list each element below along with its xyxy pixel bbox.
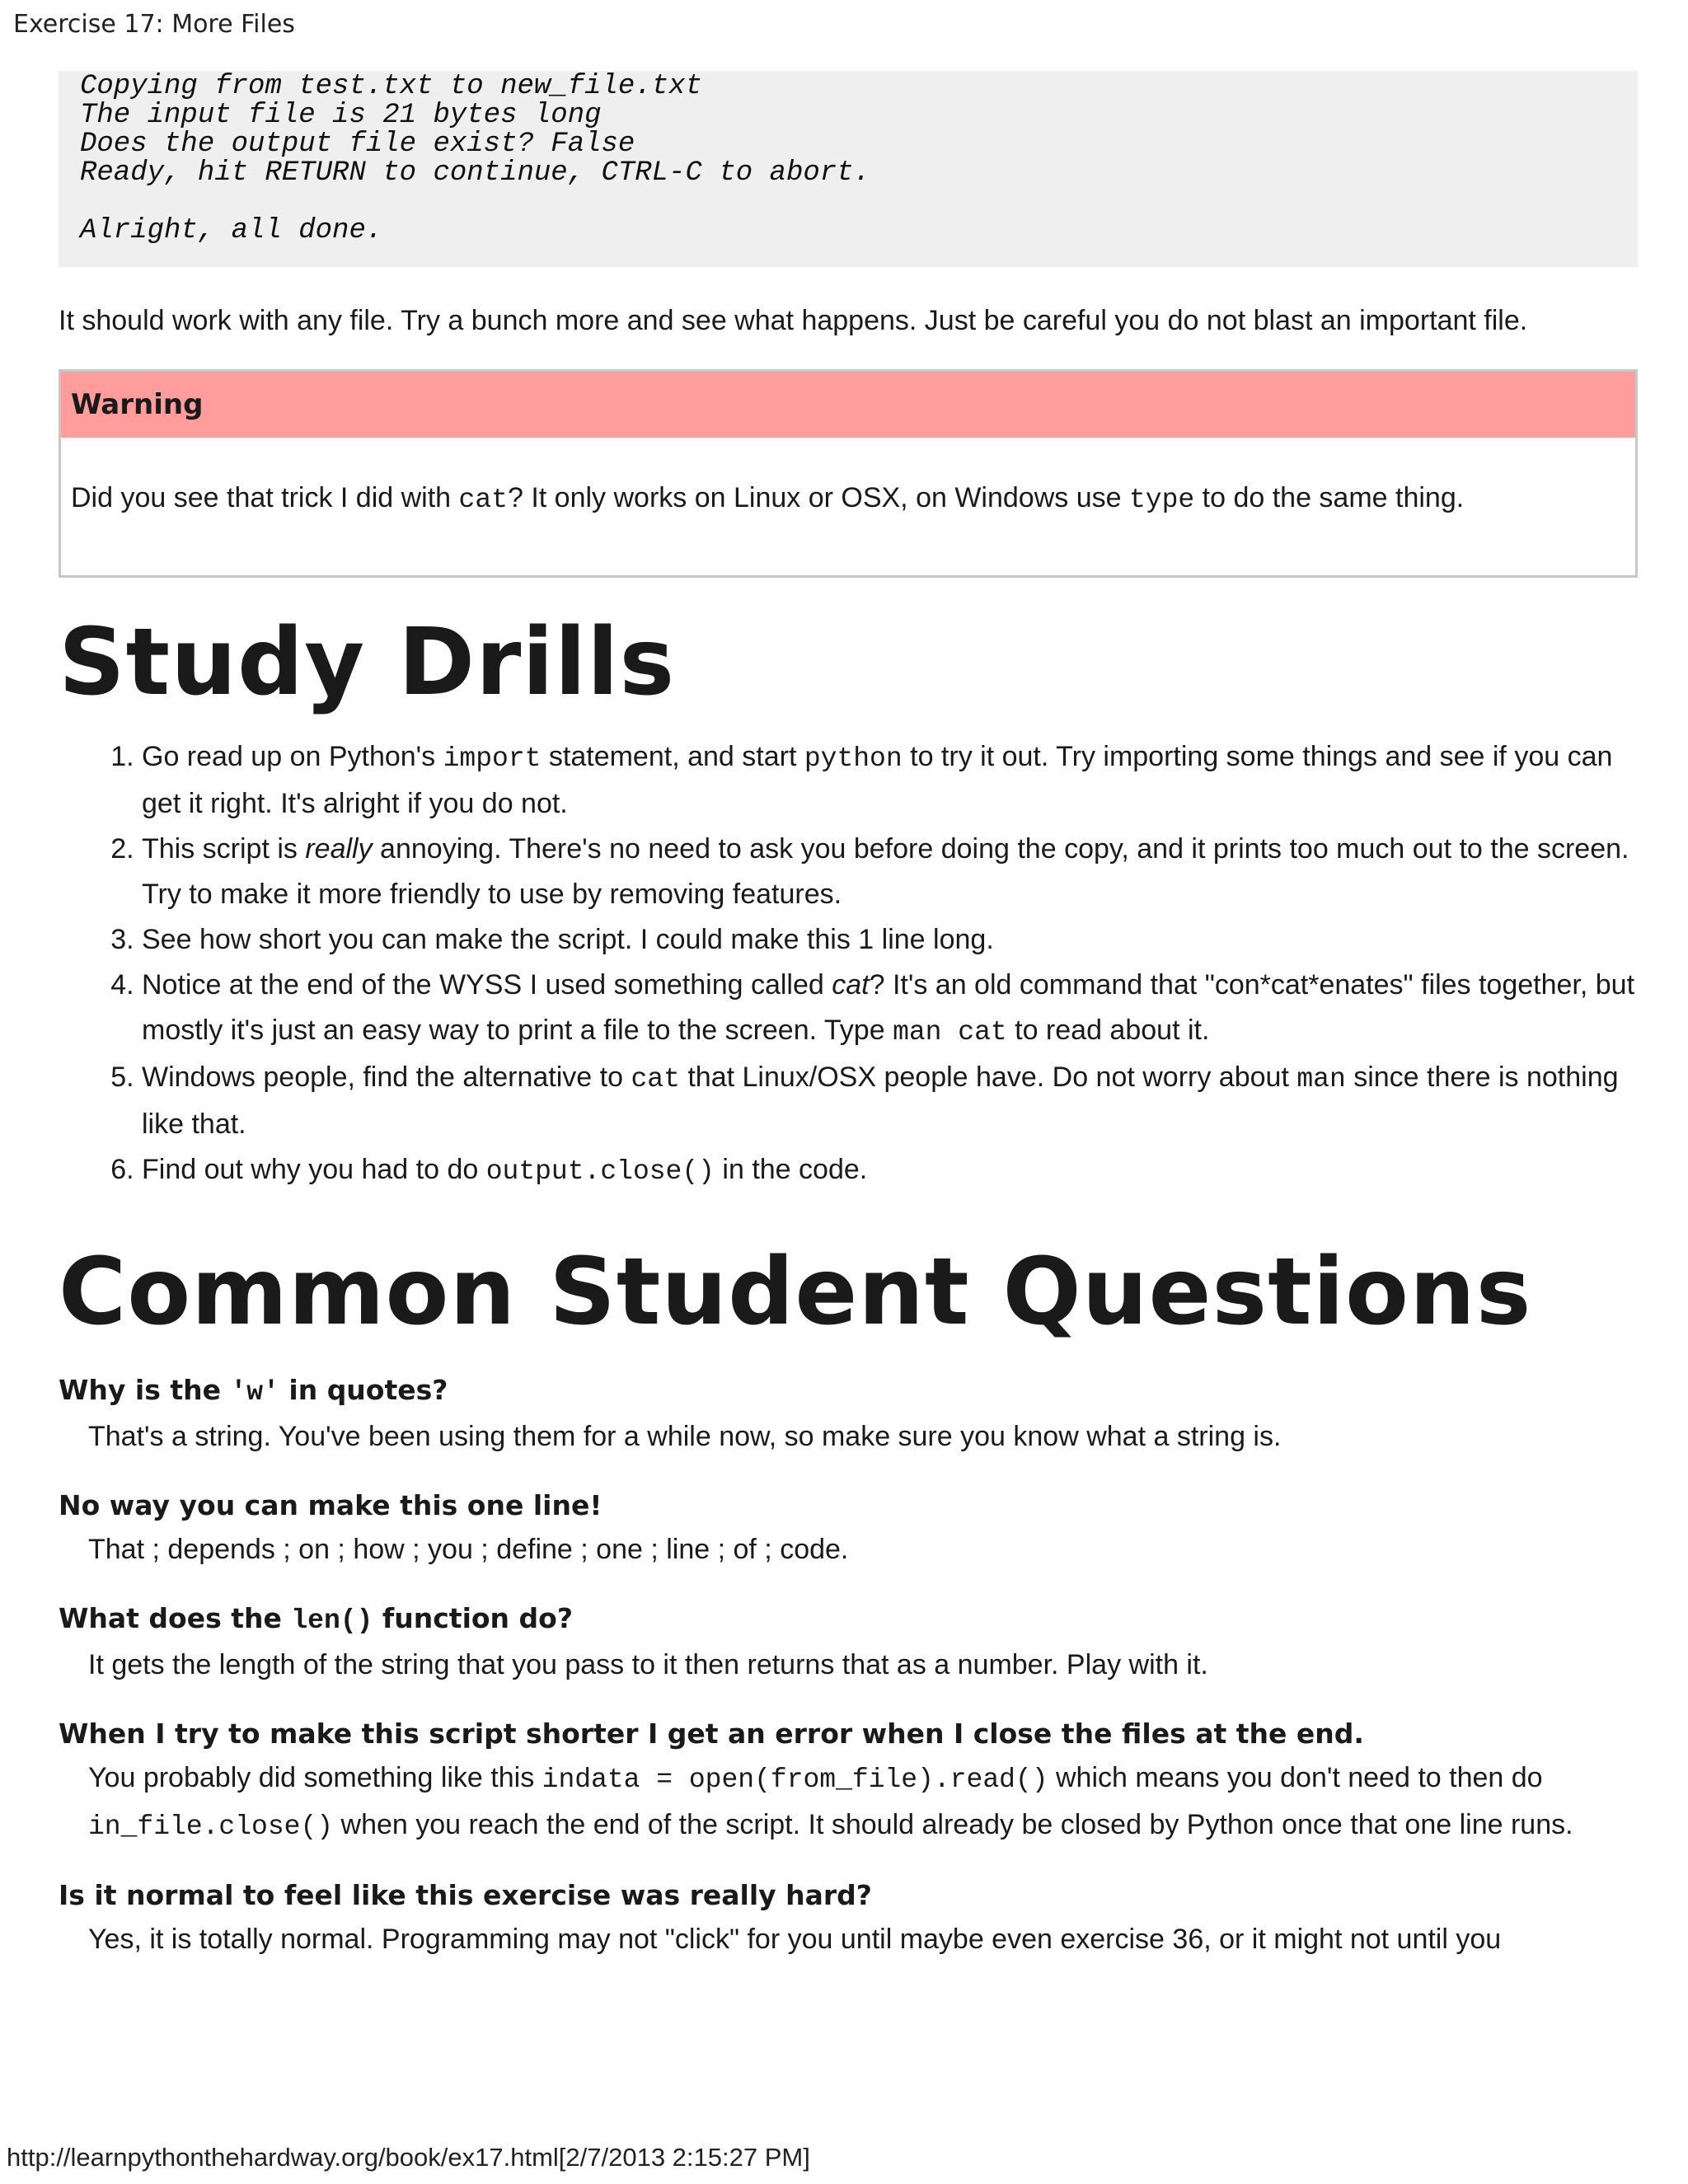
list-item [142, 827, 1638, 917]
text-span: See how short you can make the script. I could make this 1 line long. [142, 924, 994, 955]
question-title [59, 1597, 1638, 1643]
text-span: in quotes? [279, 1374, 448, 1406]
common-questions-heading: Common Student Questions [59, 1239, 1532, 1346]
text-span: ? It only works on Linux or OSX, on Windows use [507, 482, 1129, 513]
intro-paragraph: It should work with any file. Try a bunch more and see what happens. Just be careful you do not blast an important file. [59, 305, 1528, 336]
text-span: ? It's an old command that "con*cat*enates" files together, but mostly it's just an easy way to print a file to the screen. Type [142, 969, 1635, 1046]
text-span: Windows people, find the alternative to [142, 1062, 631, 1093]
answer-text [59, 1755, 1638, 1849]
emphasis: really [305, 833, 373, 865]
question-title [59, 1713, 1638, 1755]
text-span: statement, and start [541, 741, 804, 772]
text-span: Is it normal to feel like this exercise was really hard? [59, 1879, 872, 1911]
text-span: That ; depends ; on ; how ; you ; define ; one ; line ; of ; code. [88, 1534, 849, 1565]
question-title [59, 1484, 1638, 1527]
text-span: Go read up on Python's [142, 741, 443, 772]
text-span: since there is nothing like that. [142, 1062, 1619, 1140]
text-span: Notice at the end of the WYSS I used something called [142, 969, 832, 1001]
text-span: When I try to make this script shorter I get an error when I close the files at the end. [59, 1718, 1364, 1750]
inline-code: indata = open(from_file).read() [542, 1765, 1048, 1795]
list-item [142, 1147, 1638, 1194]
inline-code: in_file.close() [88, 1811, 334, 1842]
text-span: when you reach the end of the script. It should already be closed by Python once that one line runs. [333, 1809, 1573, 1840]
text-span: annoying. There's no need to ask you before doing the copy, and it prints too much out to the screen. Try to make it more friendly to use by removing features. [142, 833, 1629, 910]
text-span: Find out why you had to do [142, 1154, 486, 1185]
inline-code: 'w' [230, 1377, 279, 1408]
text-span: Did you see that trick I did with [71, 482, 459, 513]
text-span: Yes, it is totally normal. Programming may not "click" for you until maybe even exercise 36, or it might not until you [88, 1924, 1502, 1955]
text-span: That's a string. You've been using them for a while now, so make sure you know what a string is. [88, 1421, 1282, 1452]
warning-title: Warning [61, 372, 1635, 438]
page-header-title: Exercise 17: More Files [13, 10, 295, 39]
inline-code: man cat [893, 1017, 1007, 1047]
text-span: This script is [142, 833, 306, 865]
code-line [80, 188, 1616, 217]
inline-code: import [443, 743, 542, 774]
study-drills-heading: Study Drills [59, 609, 676, 716]
inline-code: cat [631, 1064, 680, 1094]
warning-box [59, 369, 1638, 578]
warning-text [61, 438, 1635, 519]
page-content [59, 71, 1638, 1962]
code-line: Copying from test.txt to new_file.txt [80, 71, 702, 102]
study-drills-list [59, 734, 1638, 1194]
text-span: What does the [59, 1602, 292, 1634]
list-item [142, 734, 1638, 827]
question-title [59, 1874, 1638, 1917]
answer-text [59, 1414, 1638, 1460]
list-item [142, 1055, 1638, 1147]
text-span: in the code. [714, 1154, 868, 1185]
text-span: Why is the [59, 1374, 231, 1406]
inline-code: output.close() [485, 1156, 715, 1187]
list-item [142, 963, 1638, 1055]
code-line: The input file is 21 bytes long [80, 100, 602, 131]
text-span: to do the same thing. [1194, 482, 1465, 513]
question-title [59, 1369, 1638, 1414]
inline-code: man [1296, 1064, 1346, 1094]
code-line: Alright, all done. [80, 215, 383, 246]
code-line: Does the output file exist? False [80, 129, 635, 160]
inline-code: python [804, 743, 903, 774]
code-line: Ready, hit RETURN to continue, CTRL-C to abort. [80, 157, 870, 189]
inline-code: cat [458, 485, 508, 515]
inline-code: type [1128, 485, 1195, 515]
code-output-block [59, 71, 1638, 267]
answer-text [59, 1917, 1638, 1962]
answer-text [59, 1527, 1638, 1572]
text-span: which means you don't need to then do [1048, 1762, 1543, 1793]
text-span: function do? [373, 1602, 573, 1634]
text-span: No way you can make this one line! [59, 1489, 603, 1521]
inline-code: len() [291, 1605, 373, 1636]
page-footer-url: http://learnpythonthehardway.org/book/ex17.html[2/7/2013 2:15:27 PM] [7, 2143, 810, 2172]
text-span: You probably did something like this [88, 1762, 542, 1793]
list-item [142, 917, 1638, 963]
text-span: to try it out. Try importing some things and see if you can get it right. It's alright if you do not. [142, 741, 1613, 819]
answer-text [59, 1643, 1638, 1688]
text-span: that Linux/OSX people have. Do not worry about [679, 1062, 1297, 1093]
emphasis: cat [832, 969, 870, 1001]
text-span: to read about it. [1006, 1015, 1210, 1046]
text-span: It gets the length of the string that you pass to it then returns that as a number. Play with it. [88, 1649, 1208, 1680]
